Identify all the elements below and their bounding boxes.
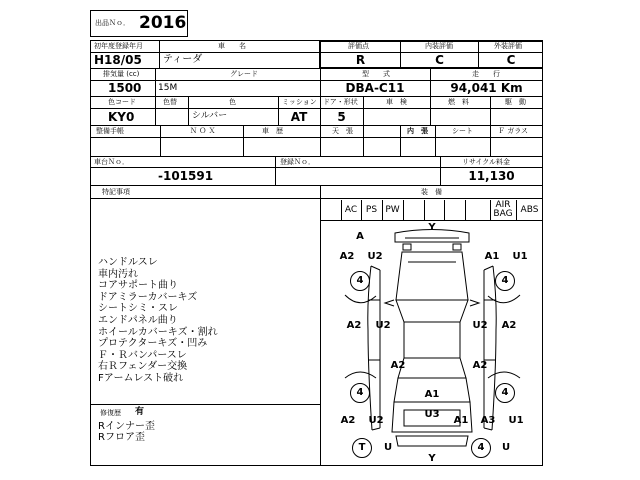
equipment-airbag: AIR BAG: [493, 200, 513, 219]
remark-line: Fアームレスト破れ: [98, 373, 184, 384]
drive-label: 駆 動: [505, 98, 526, 106]
tire-mark: 4: [495, 271, 515, 291]
exterior-score: C: [506, 53, 516, 67]
remark-line: ホイールカバーキズ・割れ: [98, 326, 218, 338]
damage-mark: A1: [424, 389, 440, 400]
equipment-abs: ABS: [520, 205, 539, 215]
front-glass-label: Ｆ ガラス: [498, 127, 529, 135]
remark-line: プロテクターキズ・凹み: [98, 338, 208, 350]
damage-mark: U: [383, 442, 393, 453]
damage-mark: Y: [428, 222, 436, 233]
lot-number: 2016: [139, 13, 187, 33]
displacement: 1500: [108, 81, 142, 95]
remark-line: 車内汚れ: [98, 268, 138, 280]
tire-mark: T: [352, 438, 372, 458]
score-label: 評価点: [348, 42, 369, 50]
nox-label: Ｎ Ｏ Ｘ: [190, 127, 216, 135]
registration-number-label: 登録Ｎｏ．: [280, 158, 315, 166]
remark-line: エンドパネル曲り: [98, 315, 178, 326]
color-code-label: 色コード: [108, 98, 136, 106]
model-code-label: 型 式: [362, 70, 390, 78]
damage-mark: U1: [508, 415, 524, 426]
inspection-label: 車 検: [386, 98, 407, 106]
damage-mark: U2: [368, 415, 384, 426]
lot-number-label: 出品Ｎｏ．: [95, 19, 130, 27]
recycle-fee: 11,130: [468, 169, 515, 183]
repair-line: Rインナー歪: [98, 421, 155, 432]
equipment-label: 装 備: [421, 188, 442, 196]
chassis-number-label: 車台Ｎｏ．: [94, 158, 129, 166]
remark-line: Ｆ・Ｒバンパースレ: [98, 349, 187, 361]
damage-mark: A3: [480, 415, 496, 426]
remark-line: ハンドルスレ: [98, 257, 158, 268]
damage-mark: A2: [472, 360, 488, 371]
tire-mark: 4: [350, 271, 370, 291]
remark-line: コアサポート曲り: [98, 280, 178, 292]
damage-mark: A2: [390, 360, 406, 371]
damage-mark: A2: [346, 320, 362, 331]
interior-score: C: [435, 53, 444, 67]
damage-mark: A2: [339, 251, 355, 262]
fuel-label: 燃 料: [448, 98, 469, 106]
mileage: 94,041 Km: [450, 81, 523, 95]
repair-history-value: 有: [135, 407, 145, 417]
car-name: ティーダ: [163, 54, 203, 65]
first-registration-label: 初年度登録年月: [94, 42, 143, 50]
grade: 15M: [158, 83, 178, 93]
equipment-pw: PW: [385, 205, 400, 215]
damage-mark: U2: [472, 320, 488, 331]
color-code: KY0: [108, 110, 135, 124]
damage-mark: A1: [484, 251, 500, 262]
equipment-ps: PS: [365, 205, 378, 215]
tire-mark: 4: [495, 383, 515, 403]
damage-mark: U3: [424, 409, 440, 420]
repair-line: Rフロア歪: [98, 432, 145, 443]
door-count: 5: [337, 110, 346, 124]
vehicle-history-label: 車 歴: [262, 127, 283, 135]
damage-mark: U1: [512, 251, 528, 262]
damage-mark: U2: [375, 320, 391, 331]
score: R: [355, 53, 366, 67]
remark-line: ドアミラーカバーキズ: [98, 291, 198, 303]
recycle-fee-label: リサイクル料金: [462, 158, 511, 166]
interior-score-label: 内装評価: [425, 42, 453, 50]
damage-mark: U: [501, 442, 511, 453]
equipment-ac: AC: [344, 205, 358, 215]
tire-mark: 4: [350, 383, 370, 403]
seat-label: シート: [452, 127, 473, 135]
repair-history-label: 修復歴: [100, 409, 121, 417]
door-shape-label: ドア・形状: [323, 98, 358, 106]
chassis-number: -101591: [158, 169, 214, 183]
damage-mark: U2: [367, 251, 383, 262]
damage-mark: A2: [340, 415, 356, 426]
maintenance-book-label: 整備手帳: [96, 127, 124, 135]
exterior-score-label: 外装評価: [494, 42, 522, 50]
damage-mark: Y: [428, 453, 436, 464]
damage-mark: A2: [501, 320, 517, 331]
first-registration: H18/05: [94, 53, 142, 67]
damage-mark: A1: [453, 415, 469, 426]
color-label: 色: [229, 98, 236, 106]
transmission: AT: [290, 110, 308, 124]
car-name-label: 車 名: [218, 42, 246, 50]
ceiling-label: 天 張: [332, 127, 353, 135]
transmission-label: ミッション: [282, 98, 317, 106]
tire-mark: 4: [471, 438, 491, 458]
remark-line: 右Ｒフェンダー交換: [98, 361, 188, 373]
mileage-label: 走 行: [472, 70, 500, 78]
inner-lining-label: 内 張: [407, 127, 428, 135]
model-code: DBA-C11: [345, 81, 405, 95]
remarks-label: 特記事項: [102, 188, 130, 196]
color: シルバー: [192, 111, 228, 121]
damage-mark: A: [356, 231, 364, 242]
grade-label: グレード: [230, 70, 258, 78]
displacement-label: 排気量 (cc): [103, 70, 140, 78]
color-change-label: 色替: [163, 98, 177, 106]
remark-line: シートシミ・スレ: [98, 303, 178, 315]
